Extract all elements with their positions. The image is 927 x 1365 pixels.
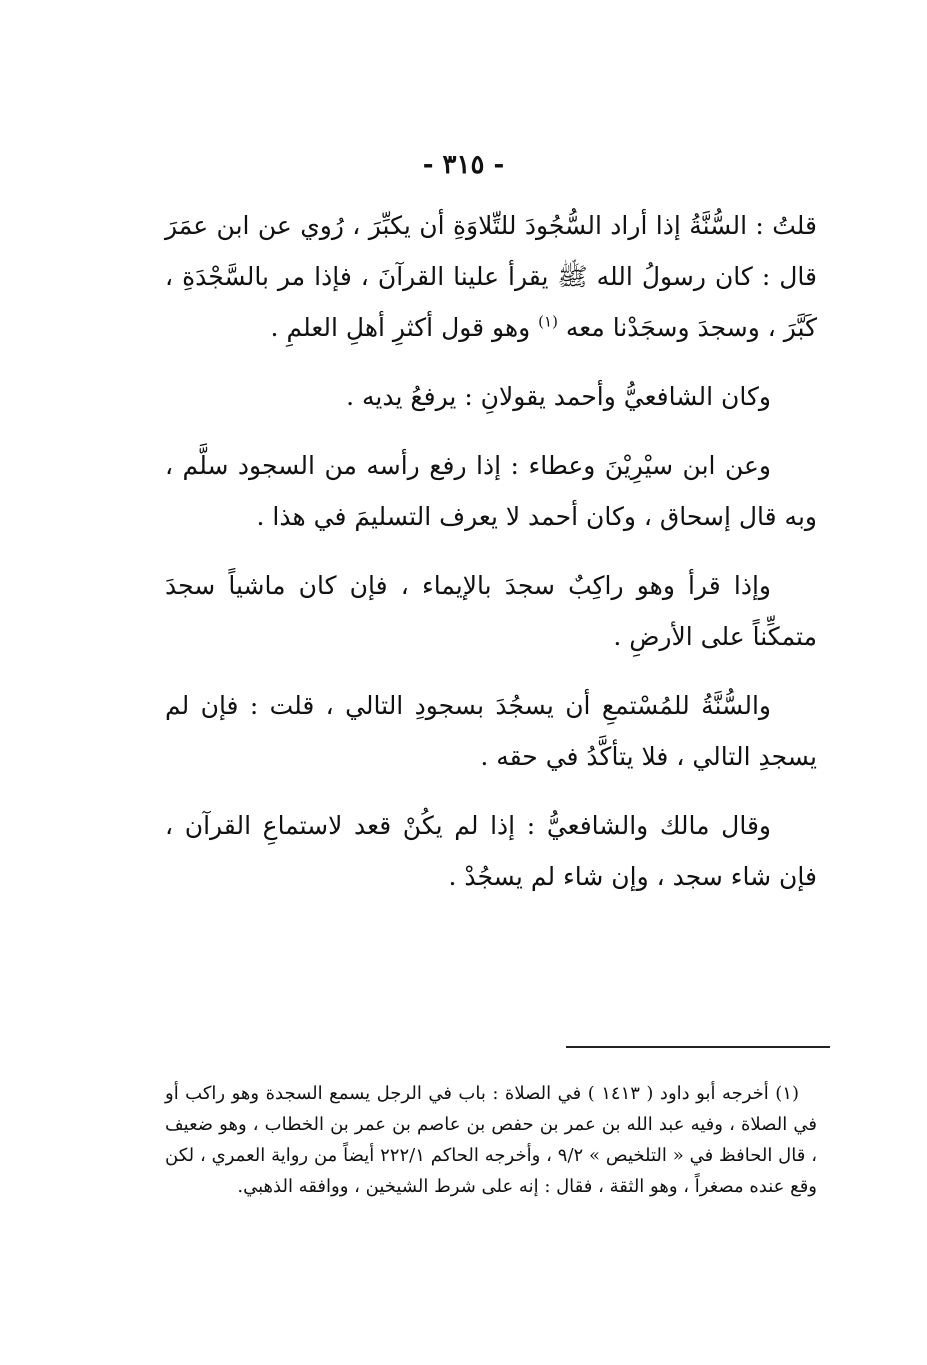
footnote-divider [566,1046,830,1048]
main-text [165,200,817,920]
footnotes [165,1078,817,1202]
paragraph: وقال مالك والشافعيُّ : إذا لم يكُنْ قعد لاستماعِ القرآن ، فإن شاء سجد ، وإن شاء لم يسجُدْ . [165,811,817,891]
paragraph: والسُّنَّةُ للمُسْتمعِ أن يسجُدَ بسجودِ التالي ، قلت : فإن لم يسجدِ التالي ، فلا يتأكَّدُ في حقه . [165,691,817,771]
paragraph-text: قلتُ : السُّنَّةُ إذا أراد السُّجُودَ للتِّلاوَةِ أن يكبِّرَ ، رُوي عن ابن عمَرَ قال : كان رسولُ الله ﷺ يقرأ علينا القرآنَ ، فإذا مر بالسَّجْدَةِ ، كَبَّرَ ، وسجدَ وسجَدْنا معه [165,211,817,342]
footnote: (١) أخرجه أبو داود ( ١٤١٣ ) في الصلاة : باب في الرجل يسمع السجدة وهو راكب أو في الصلاة ، وفيه عبد الله بن عمر بن حفص بن عاصم بن عمر بن الخطاب ، وهو ضعيف ، قال الحافظ في « التلخيص » ٩/٢ ، وأخرجه الحاكم ٢٢٢/١ أيضاً من رواية العمري ، لكن وقع عنده مصغراً ، وهو الثقة ، فقال : إنه على شرط الشيخين ، ووافقه الذهبي. [165,1083,818,1197]
paragraph-text: وهو قول أكثرِ أهلِ العلمِ . [270,313,531,342]
paragraph: وكان الشافعيُّ وأحمد يقولانِ : يرفعُ يديه . [346,382,771,411]
footnote-reference: (١) [538,312,558,331]
paragraph [165,200,817,353]
paragraph: وإذا قرأ وهو راكِبٌ سجدَ بالإيماء ، فإن كان ماشياً سجدَ متمكِّناً على الأرضِ . [165,571,817,651]
page-number: - ٣١٥ - [422,150,505,180]
paragraph: وعن ابن سيْرِيْنَ وعطاء : إذا رفع رأسه من السجود سلَّم ، وبه قال إسحاق ، وكان أحمد لا يعرف التسليمَ في هذا . [165,451,817,531]
